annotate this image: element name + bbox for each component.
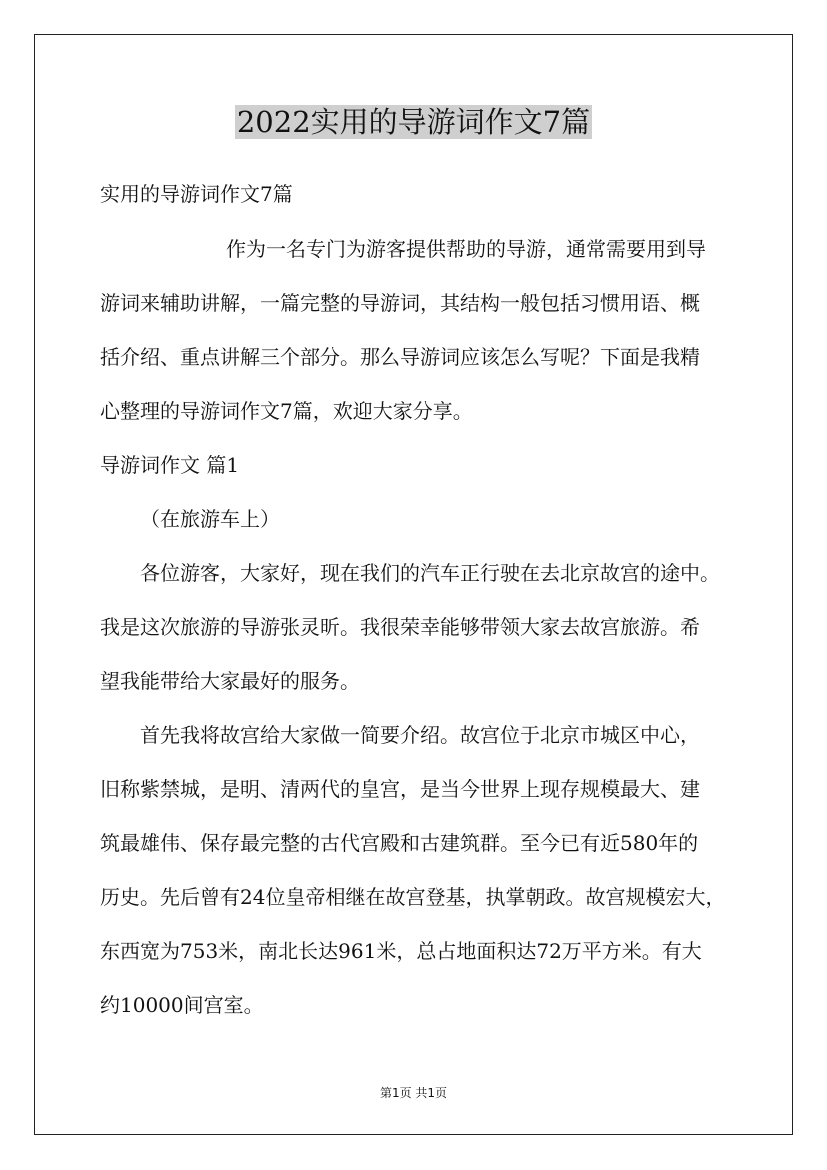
- page-footer: 第1页 共1页: [379, 1086, 448, 1100]
- paragraph2-line-4: 历史。先后曾有24位皇帝相继在故宫登基，执掌朝政。故宫规模宏大，: [100, 885, 726, 909]
- section-heading: 导游词作文 篇1: [100, 453, 240, 477]
- title-highlight: 2022实用的导游词作文7篇: [236, 105, 591, 139]
- paragraph2-line-6: 约10000间宫室。: [100, 993, 264, 1017]
- paragraph1-line-3: 望我能带给大家最好的服务。: [100, 669, 360, 693]
- document-title: [0, 100, 827, 144]
- scene-note: （在旅游车上）: [140, 507, 280, 531]
- paragraph2-line-1: 首先我将故宫给大家做一简要介绍。故宫位于北京市城区中心，: [140, 723, 700, 747]
- paragraph1-line-2: 我是这次旅游的导游张灵昕。我很荣幸能够带领大家去故宫旅游。希: [100, 615, 700, 639]
- intro-line-4: 心整理的导游词作文7篇，欢迎大家分享。: [100, 399, 473, 423]
- intro-line-2: 游词来辅助讲解，一篇完整的导游词，其结构一般包括习惯用语、概: [100, 291, 700, 315]
- intro-line-1: 作为一名专门为游客提供帮助的导游，通常需要用到导: [226, 237, 706, 261]
- paragraph2-line-5: 东西宽为753米，南北长达961米，总占地面积达72万平方米。有大: [100, 939, 702, 963]
- paragraph2-line-2: 旧称紫禁城，是明、清两代的皇宫，是当今世界上现存规模最大、建: [100, 777, 700, 801]
- paragraph1-line-1: 各位游客，大家好，现在我们的汽车正行驶在去北京故宫的途中。: [140, 561, 720, 585]
- paragraph2-line-3: 筑最雄伟、保存最完整的古代宫殿和古建筑群。至今已有近580年的: [100, 831, 699, 855]
- intro-line-3: 括介绍、重点讲解三个部分。那么导游词应该怎么写呢？下面是我精: [100, 345, 700, 369]
- document-subtitle: 实用的导游词作文7篇: [100, 182, 293, 206]
